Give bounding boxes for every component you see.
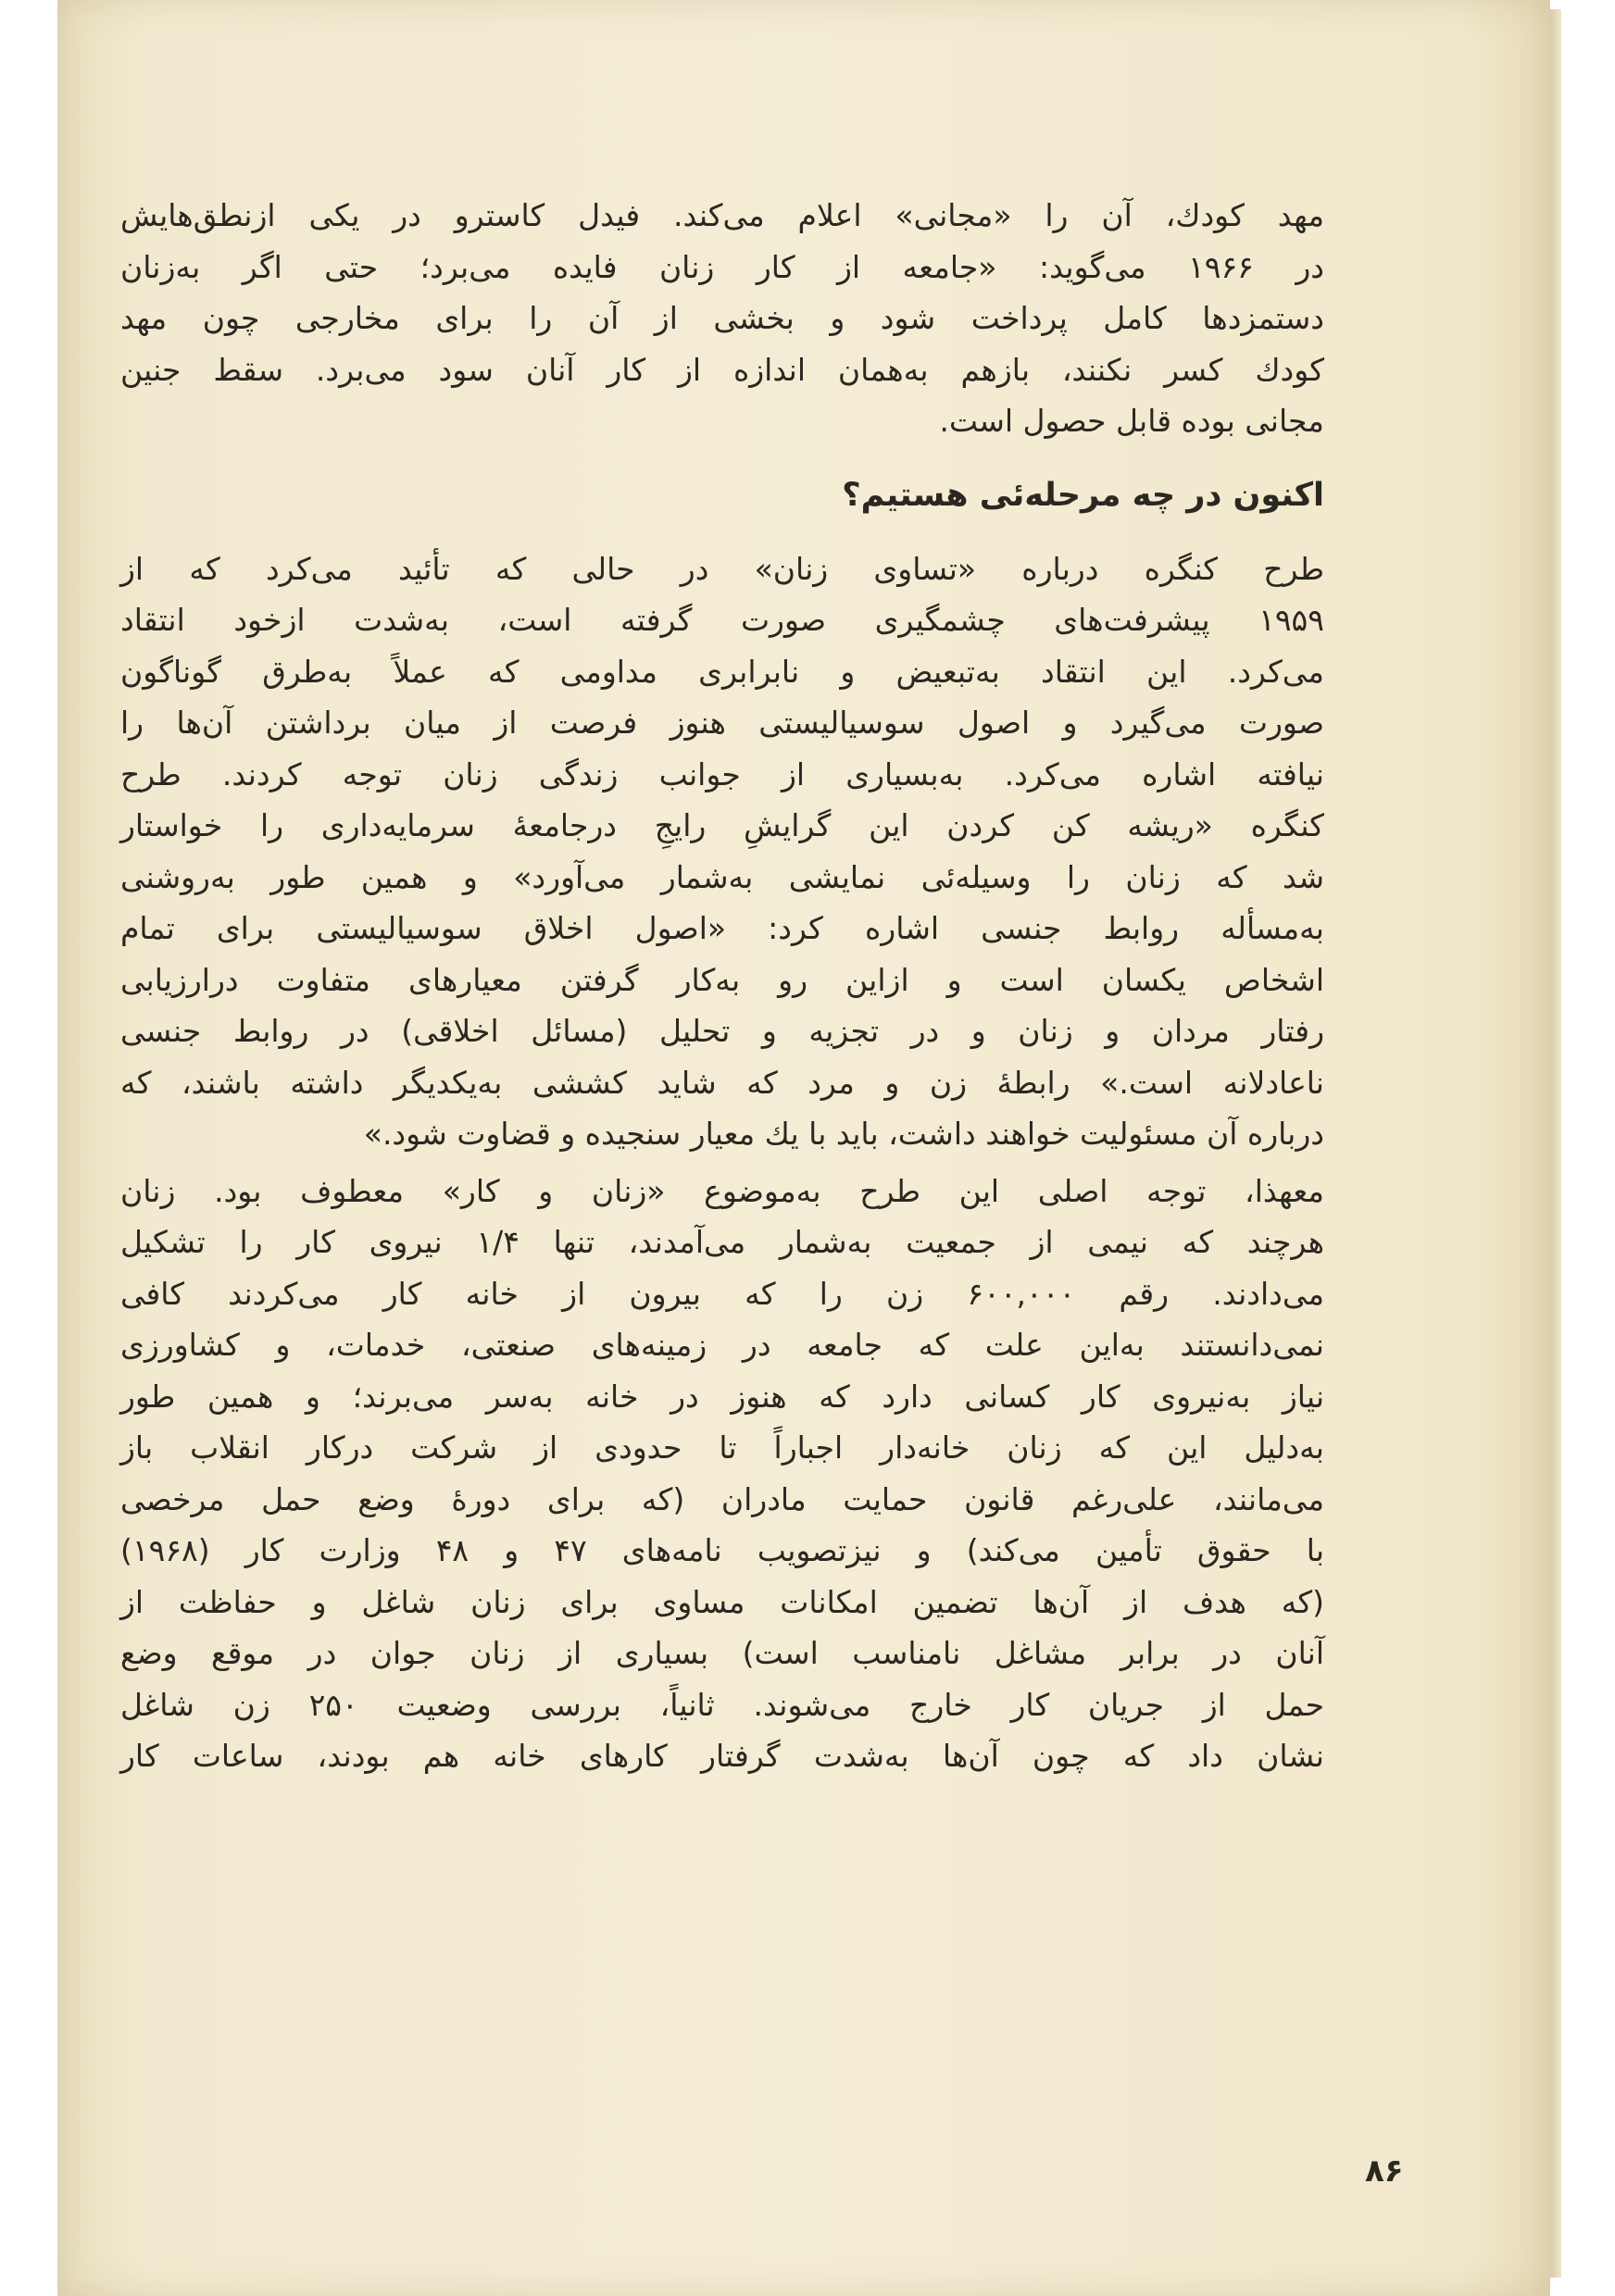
text-line: کودك کسر نکنند، بازهم به‌همان اندازه از کار آنان سود می‌برد. سقط جنین: [120, 351, 1324, 388]
text-line: با حقوق تأمین می‌کند) و نیزتصویب نامه‌های ۴۷ و ۴۸ وزارت کار (۱۹۶۸): [120, 1532, 1325, 1568]
text-line: آنان در برابر مشاغل نامناسب است) بسیاری از زنان جوان در موقع وضع: [120, 1635, 1324, 1671]
page-edge: [1550, 9, 1561, 2277]
text-line: طرح کنگره درباره «تساوی زنان» در حالی که تأئید می‌کرد که از: [120, 550, 1324, 587]
text-line: کنگره «ریشه کن کردن این گرایشِ رایجِ درجامعهٔ سرمایه‌داری را خواستار: [120, 807, 1324, 843]
text-line: به‌دلیل این که زنان خانه‌دار اجباراً تا حدودی از شرکت درکار انقلاب باز: [120, 1429, 1324, 1466]
text-line: شد که زنان را وسیله‌ئی نمایشی به‌شمار می‌آورد» و همین طور به‌روشنی: [120, 858, 1324, 895]
section-heading: اکنون در چه مرحله‌ئی هستیم؟: [842, 476, 1324, 514]
text-line: (که هدف از آن‌ها تضمین امکانات مساوی برای زنان شاغل و حفاظت از: [120, 1583, 1324, 1620]
text-line: رفتار مردان و زنان و در تجزیه و تحلیل (مسائل اخلاقی) در روابط جنسی: [120, 1013, 1324, 1049]
text-line: هرچند که نیمی از جمعیت به‌شمار می‌آمدند، تنها ۱/۴ نیروی کار را تشکیل: [120, 1224, 1324, 1260]
text-line: حمل از جریان کار خارج می‌شوند. ثانیاً، بررسی وضعیت ۲۵۰ زن شاغل: [120, 1686, 1324, 1723]
text-line: در ۱۹۶۶ می‌گوید: «جامعه از کار زنان فایده می‌برد؛ حتی اگر به‌زنان: [120, 248, 1325, 285]
text-line: نشان داد که چون آن‌ها به‌شدت گرفتار کارهای خانه هم بودند، ساعات کار: [120, 1738, 1324, 1774]
page-number: ۸۶: [1365, 2152, 1404, 2190]
text-line: می‌مانند، علی‌رغم قانون حمایت مادران (که برای دورهٔ وضع حمل مرخصی: [120, 1480, 1324, 1517]
text-line: مجانی بوده قابل حصول است.: [939, 403, 1324, 439]
text-line: نیاز به‌نیروی کار کسانی دارد که هنوز در خانه به‌سر می‌برند؛ و همین طور: [120, 1378, 1324, 1415]
paragraph-3: [120, 1166, 1324, 1782]
text-line: صورت می‌گیرد و اصول سوسیالیستی هنوز فرصت از میان برداشتن آن‌ها را: [120, 705, 1324, 741]
text-line: به‌مسأله روابط جنسی اشاره کرد: «اصول اخلاق سوسیالیستی برای تمام: [120, 910, 1324, 946]
text-line: درباره آن مسئولیت خواهند داشت، باید با یك معیار سنجیده و قضاوت شود.»: [363, 1116, 1324, 1152]
text-line: مهد کودك، آن را «مجانی» اعلام می‌کند. فیدل کاسترو در یکی ازنطق‌هایش: [120, 197, 1324, 233]
text-line: دستمزدها کامل پرداخت شود و بخشی از آن را برای مخارجی چون مهد: [120, 300, 1324, 336]
paragraph-1: [120, 190, 1324, 447]
paragraph-2: [120, 543, 1324, 1160]
text-line: ۱۹۵۹ پیشرفت‌های چشمگیری صورت گرفته است، به‌شدت ازخود انتقاد: [120, 602, 1324, 638]
text-line: اشخاص یکسان است و ازاین رو به‌کار گرفتن معیارهای متفاوت درارزیابی: [120, 961, 1324, 998]
text-line: نمی‌دانستند به‌این علت که جامعه در زمینه‌های صنعتی، خدمات، و کشاورزی: [120, 1327, 1324, 1363]
text-line: معهذا، توجه اصلی این طرح به‌موضوع «زنان و کار» معطوف بود. زنان: [120, 1172, 1324, 1209]
text-line: می‌کرد. این انتقاد به‌تبعیض و نابرابری مداومی که عملاً به‌طرق گوناگون: [120, 653, 1324, 690]
page-text: [120, 190, 1324, 1788]
text-line: می‌دادند. رقم ۶۰۰,۰۰۰ زن را که بیرون از خانه کار می‌کردند کافی: [120, 1275, 1325, 1312]
text-line: نیافته اشاره می‌کرد. به‌بسیاری از جوانب زندگی زنان توجه کردند. طرح: [120, 755, 1324, 792]
text-line: ناعادلانه است.» رابطهٔ زن و مرد که شاید کششی به‌یکدیگر داشته باشند، که: [120, 1064, 1324, 1101]
